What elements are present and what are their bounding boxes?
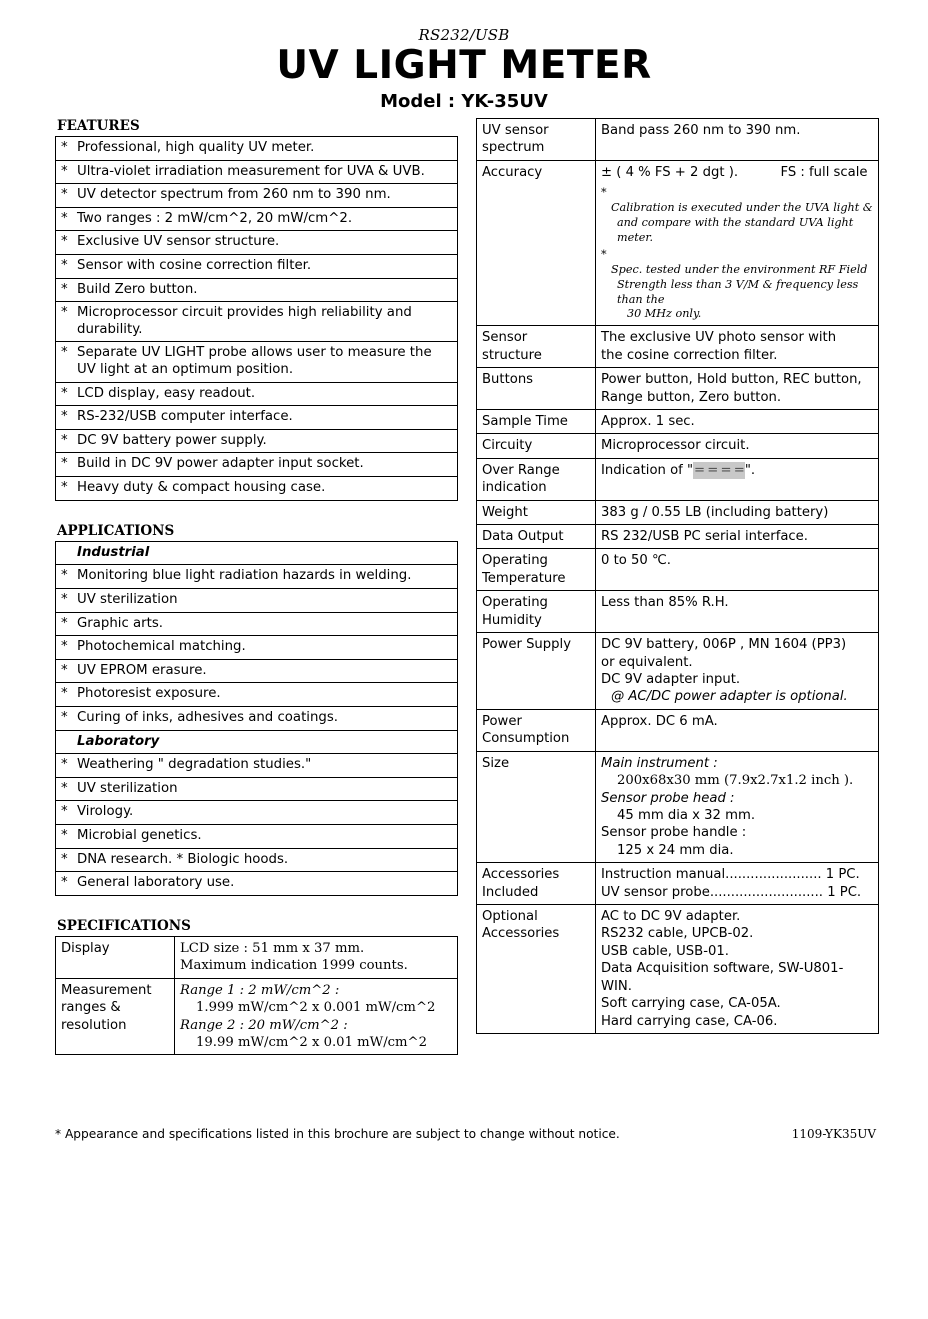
spec-value: Approx. DC 6 mA. bbox=[596, 709, 879, 751]
table-row bbox=[477, 549, 879, 591]
range2-heading: Range 2 : 20 mW/cm^2 : bbox=[180, 1017, 348, 1033]
list-item bbox=[56, 453, 458, 477]
spec-key bbox=[477, 591, 596, 633]
list-subheading bbox=[56, 541, 458, 565]
table-row bbox=[477, 633, 879, 710]
ranges-key-line2: ranges & bbox=[61, 1000, 121, 1016]
feature-text: Separate UV LIGHT probe allows user to measure the UV light at an optimum position. bbox=[75, 342, 458, 382]
size-main-value: 200x68x30 mm (7.9x2.7x1.2 inch ). bbox=[617, 773, 854, 789]
bullet-icon: * bbox=[56, 136, 76, 160]
list-item bbox=[56, 184, 458, 208]
accuracy-note-2b: Strength less than 3 V/M & frequency less than the bbox=[617, 277, 859, 306]
footer-note: * Appearance and specifications listed in this brochure are subject to change without notice. bbox=[55, 1127, 620, 1141]
application-text: UV EPROM erasure. bbox=[75, 659, 458, 683]
optional-item: AC to DC 9V adapter. bbox=[601, 909, 741, 925]
bullet-icon: * bbox=[56, 659, 76, 683]
spec-key bbox=[477, 458, 596, 500]
power-consumption-key-line2: Consumption bbox=[482, 731, 570, 747]
page-title: UV LIGHT METER bbox=[276, 43, 652, 88]
bullet-icon: * bbox=[56, 477, 76, 501]
accessories-key-line1: Accessories bbox=[482, 867, 560, 883]
application-text: UV sterilization bbox=[75, 777, 458, 801]
accuracy-value: ± ( 4 % FS + 2 dgt ). bbox=[601, 164, 739, 180]
spec-value bbox=[596, 160, 879, 325]
over-range-dash-indicator: = = = = bbox=[694, 462, 744, 478]
list-item bbox=[56, 612, 458, 636]
application-text: Photochemical matching. bbox=[75, 636, 458, 660]
list-item bbox=[56, 207, 458, 231]
feature-text: Heavy duty & compact housing case. bbox=[75, 477, 458, 501]
application-text: Virology. bbox=[75, 801, 458, 825]
list-item bbox=[56, 231, 458, 255]
list-item bbox=[56, 342, 458, 382]
table-row bbox=[477, 709, 879, 751]
spec-value: Less than 85% R.H. bbox=[596, 591, 879, 633]
over-range-suffix: ". bbox=[744, 462, 756, 478]
list-subheading bbox=[56, 730, 458, 754]
range1-heading: Range 1 : 2 mW/cm^2 : bbox=[180, 982, 340, 998]
specifications-right-table bbox=[476, 118, 879, 1034]
range2-value: 19.99 mW/cm^2 x 0.01 mW/cm^2 bbox=[196, 1034, 427, 1050]
list-item bbox=[56, 302, 458, 342]
buttons-line2: Range button, Zero button. bbox=[601, 389, 782, 405]
over-range-key-line1: Over Range bbox=[482, 462, 560, 478]
spec-key: Size bbox=[477, 751, 596, 863]
features-table bbox=[55, 136, 458, 501]
list-item bbox=[56, 588, 458, 612]
sensor-structure-line2: the cosine correction filter. bbox=[601, 347, 778, 363]
size-probe-heading: Sensor probe head : bbox=[601, 790, 735, 806]
list-item bbox=[56, 278, 458, 302]
spec-key: Data Output bbox=[477, 525, 596, 549]
list-item bbox=[56, 254, 458, 278]
power-supply-line3: DC 9V adapter input. bbox=[601, 671, 741, 687]
list-item bbox=[56, 706, 458, 730]
table-row bbox=[477, 591, 879, 633]
applications-heading: APPLICATIONS bbox=[57, 522, 175, 539]
bullet-icon: * bbox=[56, 342, 76, 382]
accessories-key-line2: Included bbox=[482, 884, 539, 900]
content-columns bbox=[0, 118, 928, 1055]
feature-text: Microprocessor circuit provides high reliability and durability. bbox=[75, 302, 458, 342]
op-hum-key-line1: Operating bbox=[482, 595, 548, 611]
accessory-item: Instruction manual....................... 1 PC. bbox=[601, 867, 860, 883]
application-text: Monitoring blue light radiation hazards in welding. bbox=[75, 565, 458, 589]
bullet-icon: * bbox=[56, 406, 76, 430]
list-item bbox=[56, 406, 458, 430]
bullet-icon: * bbox=[56, 825, 76, 849]
list-item bbox=[56, 565, 458, 589]
bullet-icon: * bbox=[56, 612, 76, 636]
spec-key bbox=[477, 709, 596, 751]
display-size: LCD size : 51 mm x 37 mm. bbox=[180, 940, 365, 956]
accuracy-note-1b: and compare with the standard UVA light meter. bbox=[617, 215, 854, 244]
uv-sensor-key-line1: UV sensor bbox=[482, 122, 549, 138]
page-footer bbox=[55, 1127, 876, 1141]
spec-value bbox=[596, 905, 879, 1034]
application-text: General laboratory use. bbox=[75, 872, 458, 896]
spec-value: RS 232/USB PC serial interface. bbox=[596, 525, 879, 549]
interface-label: RS232/USB bbox=[418, 26, 510, 44]
bullet-icon: * bbox=[601, 186, 607, 200]
spec-key: Buttons bbox=[477, 368, 596, 410]
table-row bbox=[477, 118, 879, 160]
list-item bbox=[56, 429, 458, 453]
accuracy-note-2a: Spec. tested under the environment RF Field bbox=[611, 263, 868, 277]
table-row bbox=[477, 525, 879, 549]
over-range-prefix: Indication of " bbox=[601, 462, 694, 478]
power-consumption-key-line1: Power bbox=[482, 713, 522, 729]
bullet-icon: * bbox=[56, 754, 76, 778]
spec-value bbox=[596, 863, 879, 905]
model-label: Model : YK-35UV bbox=[380, 90, 548, 112]
sensor-structure-line1: The exclusive UV photo sensor with bbox=[601, 330, 837, 346]
list-item bbox=[56, 683, 458, 707]
table-row bbox=[477, 160, 879, 325]
table-row bbox=[477, 458, 879, 500]
op-temp-key-line2: Temperature bbox=[482, 570, 566, 586]
table-row bbox=[477, 409, 879, 433]
feature-text: Ultra-violet irradiation measurement for UVA & UVB. bbox=[75, 160, 458, 184]
table-row bbox=[477, 368, 879, 410]
optional-key-line1: Optional bbox=[482, 909, 538, 925]
bullet-icon: * bbox=[56, 278, 76, 302]
over-range-key-line2: indication bbox=[482, 480, 547, 496]
application-text: Graphic arts. bbox=[75, 612, 458, 636]
specifications-heading: SPECIFICATIONS bbox=[57, 917, 191, 934]
feature-text: Sensor with cosine correction filter. bbox=[75, 254, 458, 278]
power-supply-line2: or equivalent. bbox=[601, 654, 693, 670]
spec-key: Power Supply bbox=[477, 633, 596, 710]
application-text: Curing of inks, adhesives and coatings. bbox=[75, 706, 458, 730]
spec-value: 383 g / 0.55 LB (including battery) bbox=[596, 500, 879, 524]
spacer-cell bbox=[56, 541, 76, 565]
bullet-icon: * bbox=[56, 254, 76, 278]
bullet-icon: * bbox=[56, 848, 76, 872]
feature-text: LCD display, easy readout. bbox=[75, 382, 458, 406]
application-text: Photoresist exposure. bbox=[75, 683, 458, 707]
bullet-icon: * bbox=[56, 184, 76, 208]
size-handle-heading: Sensor probe handle : bbox=[601, 825, 747, 841]
bullet-icon: * bbox=[601, 248, 607, 262]
bullet-icon: * bbox=[56, 872, 76, 896]
table-row bbox=[477, 905, 879, 1034]
bullet-icon: * bbox=[56, 588, 76, 612]
table-row bbox=[477, 863, 879, 905]
spec-value bbox=[596, 368, 879, 410]
list-item bbox=[56, 136, 458, 160]
feature-text: Exclusive UV sensor structure. bbox=[75, 231, 458, 255]
bullet-icon: * bbox=[56, 160, 76, 184]
spec-key bbox=[477, 118, 596, 160]
spec-key bbox=[477, 549, 596, 591]
bullet-icon: * bbox=[56, 683, 76, 707]
optional-item: Data Acquisition software, SW-U801-WIN. bbox=[601, 961, 844, 994]
bullet-icon: * bbox=[56, 706, 76, 730]
list-item bbox=[56, 848, 458, 872]
bullet-icon: * bbox=[56, 429, 76, 453]
bullet-icon: * bbox=[56, 565, 76, 589]
specifications-left-table bbox=[55, 936, 458, 1056]
table-row bbox=[477, 500, 879, 524]
application-text: Microbial genetics. bbox=[75, 825, 458, 849]
laboratory-heading: Laboratory bbox=[75, 730, 458, 754]
feature-text: UV detector spectrum from 260 nm to 390 nm. bbox=[75, 184, 458, 208]
table-row bbox=[477, 326, 879, 368]
page-header bbox=[0, 0, 928, 112]
ranges-key-line3: resolution bbox=[61, 1017, 127, 1033]
spec-value bbox=[175, 978, 458, 1055]
table-row bbox=[56, 936, 458, 978]
feature-text: Build in DC 9V power adapter input socket. bbox=[75, 453, 458, 477]
left-column bbox=[55, 118, 458, 1055]
optional-item: Hard carrying case, CA-06. bbox=[601, 1013, 778, 1029]
feature-text: DC 9V battery power supply. bbox=[75, 429, 458, 453]
spec-key: Sensor structure bbox=[477, 326, 596, 368]
application-text: Weathering " degradation studies." bbox=[75, 754, 458, 778]
power-supply-line4: @ AC/DC power adapter is optional. bbox=[611, 689, 848, 705]
spec-key bbox=[477, 905, 596, 1034]
accuracy-note-1a: Calibration is executed under the UVA light & bbox=[611, 200, 873, 214]
list-item bbox=[56, 754, 458, 778]
industrial-heading: Industrial bbox=[75, 541, 458, 565]
list-item bbox=[56, 382, 458, 406]
table-row bbox=[477, 434, 879, 458]
bullet-icon: * bbox=[56, 231, 76, 255]
uv-sensor-key-line2: spectrum bbox=[482, 140, 545, 156]
table-row bbox=[56, 978, 458, 1055]
power-supply-line1: DC 9V battery, 006P , MN 1604 (PP3) bbox=[601, 637, 847, 653]
bullet-icon: * bbox=[56, 207, 76, 231]
footer-document-code: 1109-YK35UV bbox=[791, 1127, 876, 1141]
list-item bbox=[56, 160, 458, 184]
feature-text: Build Zero button. bbox=[75, 278, 458, 302]
bullet-icon: * bbox=[56, 801, 76, 825]
size-main-heading: Main instrument : bbox=[601, 755, 718, 771]
spec-key: Accuracy bbox=[477, 160, 596, 325]
spec-value: 0 to 50 ℃. bbox=[596, 549, 879, 591]
list-item bbox=[56, 777, 458, 801]
bullet-icon: * bbox=[56, 302, 76, 342]
accessory-item: UV sensor probe........................... 1 PC. bbox=[601, 884, 862, 900]
features-heading: FEATURES bbox=[57, 117, 140, 134]
op-hum-key-line2: Humidity bbox=[482, 612, 542, 628]
optional-item: USB cable, USB-01. bbox=[601, 943, 729, 959]
spec-key: Display bbox=[56, 936, 175, 978]
table-row bbox=[477, 751, 879, 863]
bullet-icon: * bbox=[56, 777, 76, 801]
display-max-indication: Maximum indication 1999 counts. bbox=[180, 958, 408, 974]
optional-key-line2: Accessories bbox=[482, 926, 560, 942]
list-item bbox=[56, 825, 458, 849]
size-handle-value: 125 x 24 mm dia. bbox=[617, 842, 734, 858]
spec-value bbox=[596, 326, 879, 368]
bullet-icon: * bbox=[56, 453, 76, 477]
application-text: UV sterilization bbox=[75, 588, 458, 612]
op-temp-key-line1: Operating bbox=[482, 553, 548, 569]
accuracy-fs-note: FS : full scale bbox=[780, 164, 868, 180]
spacer-cell bbox=[56, 730, 76, 754]
size-probe-value: 45 mm dia x 32 mm. bbox=[617, 807, 756, 823]
list-item bbox=[56, 636, 458, 660]
spec-key: Weight bbox=[477, 500, 596, 524]
feature-text: RS-232/USB computer interface. bbox=[75, 406, 458, 430]
spec-value bbox=[596, 458, 879, 500]
spec-key bbox=[56, 978, 175, 1055]
list-item bbox=[56, 659, 458, 683]
buttons-line1: Power button, Hold button, REC button, bbox=[601, 372, 862, 388]
spec-value bbox=[596, 633, 879, 710]
bullet-icon: * bbox=[56, 636, 76, 660]
spec-value: Band pass 260 nm to 390 nm. bbox=[596, 118, 879, 160]
spec-value bbox=[596, 751, 879, 863]
applications-table bbox=[55, 541, 458, 896]
spec-value bbox=[175, 936, 458, 978]
spec-key: Circuity bbox=[477, 434, 596, 458]
list-item bbox=[56, 872, 458, 896]
bullet-icon: * bbox=[56, 382, 76, 406]
ranges-key-line1: Measurement bbox=[61, 982, 152, 998]
optional-item: RS232 cable, UPCB-02. bbox=[601, 926, 754, 942]
list-item bbox=[56, 477, 458, 501]
spec-value: Microprocessor circuit. bbox=[596, 434, 879, 458]
accuracy-note-2c: 30 MHz only. bbox=[627, 307, 702, 321]
feature-text: Professional, high quality UV meter. bbox=[75, 136, 458, 160]
application-text: DNA research. * Biologic hoods. bbox=[75, 848, 458, 872]
spec-key: Sample Time bbox=[477, 409, 596, 433]
right-column bbox=[476, 118, 879, 1055]
optional-item: Soft carrying case, CA-05A. bbox=[601, 996, 781, 1012]
range1-value: 1.999 mW/cm^2 x 0.001 mW/cm^2 bbox=[196, 1000, 436, 1016]
list-item bbox=[56, 801, 458, 825]
feature-text: Two ranges : 2 mW/cm^2, 20 mW/cm^2. bbox=[75, 207, 458, 231]
spec-key bbox=[477, 863, 596, 905]
spec-value: Approx. 1 sec. bbox=[596, 409, 879, 433]
